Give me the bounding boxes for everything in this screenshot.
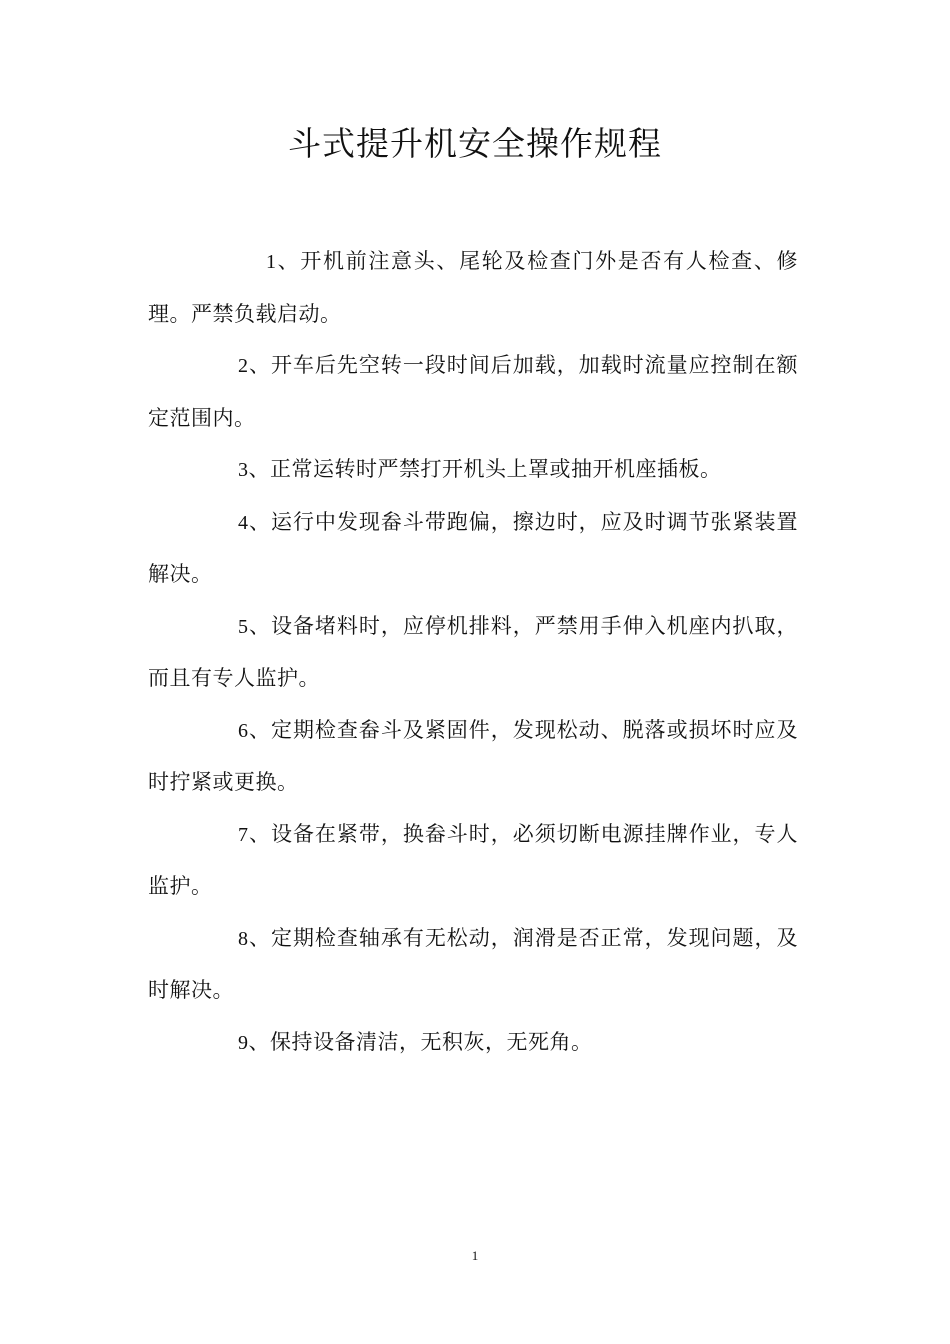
item-text: 、开车后先空转一段时间后加载，加载时流量应控制在额定范围内。 bbox=[148, 353, 798, 430]
item-number: 8 bbox=[238, 927, 249, 950]
document-title: 斗式提升机安全操作规程 bbox=[288, 124, 662, 163]
item-number: 2 bbox=[238, 355, 249, 377]
document-body bbox=[148, 236, 798, 1069]
item-text: 、定期检查畚斗及紧固件，发现松动、脱落或损坏时应及时拧紧或更换。 bbox=[148, 717, 798, 794]
item-number: 1 bbox=[266, 251, 277, 273]
item-text: 、保持设备清洁，无积灰，无死角。 bbox=[248, 1029, 593, 1054]
list-item bbox=[148, 601, 798, 705]
item-text: 、运行中发现畚斗带跑偏，擦边时，应及时调节张紧装置解决。 bbox=[148, 509, 798, 586]
item-number: 3 bbox=[238, 459, 249, 481]
list-item bbox=[148, 913, 798, 1017]
item-text: 、定期检查轴承有无松动，润滑是否正常，发现问题，及时解决。 bbox=[148, 925, 798, 1002]
list-item bbox=[148, 340, 798, 444]
item-number: 6 bbox=[238, 719, 249, 742]
item-number: 7 bbox=[238, 823, 249, 846]
list-item bbox=[148, 809, 798, 913]
item-text: 、设备在紧带，换畚斗时，必须切断电源挂牌作业，专人监护。 bbox=[148, 821, 798, 898]
item-number: 4 bbox=[238, 511, 249, 534]
list-item bbox=[148, 1017, 798, 1070]
list-item bbox=[148, 236, 798, 340]
item-number: 5 bbox=[238, 615, 249, 638]
list-item bbox=[148, 444, 798, 497]
item-text: 、正常运转时严禁打开机头上罩或抽开机座插板。 bbox=[248, 457, 722, 481]
list-item bbox=[148, 705, 798, 809]
item-number: 9 bbox=[238, 1031, 249, 1054]
item-text: 、设备堵料时，应停机排料，严禁用手伸入机座内扒取，而且有专人监护。 bbox=[148, 613, 798, 690]
list-item bbox=[148, 497, 798, 601]
item-text: 、开机前注意头、尾轮及检查门外是否有人检查、修理。严禁负载启动。 bbox=[148, 249, 798, 326]
page-number: 1 bbox=[471, 1248, 479, 1263]
